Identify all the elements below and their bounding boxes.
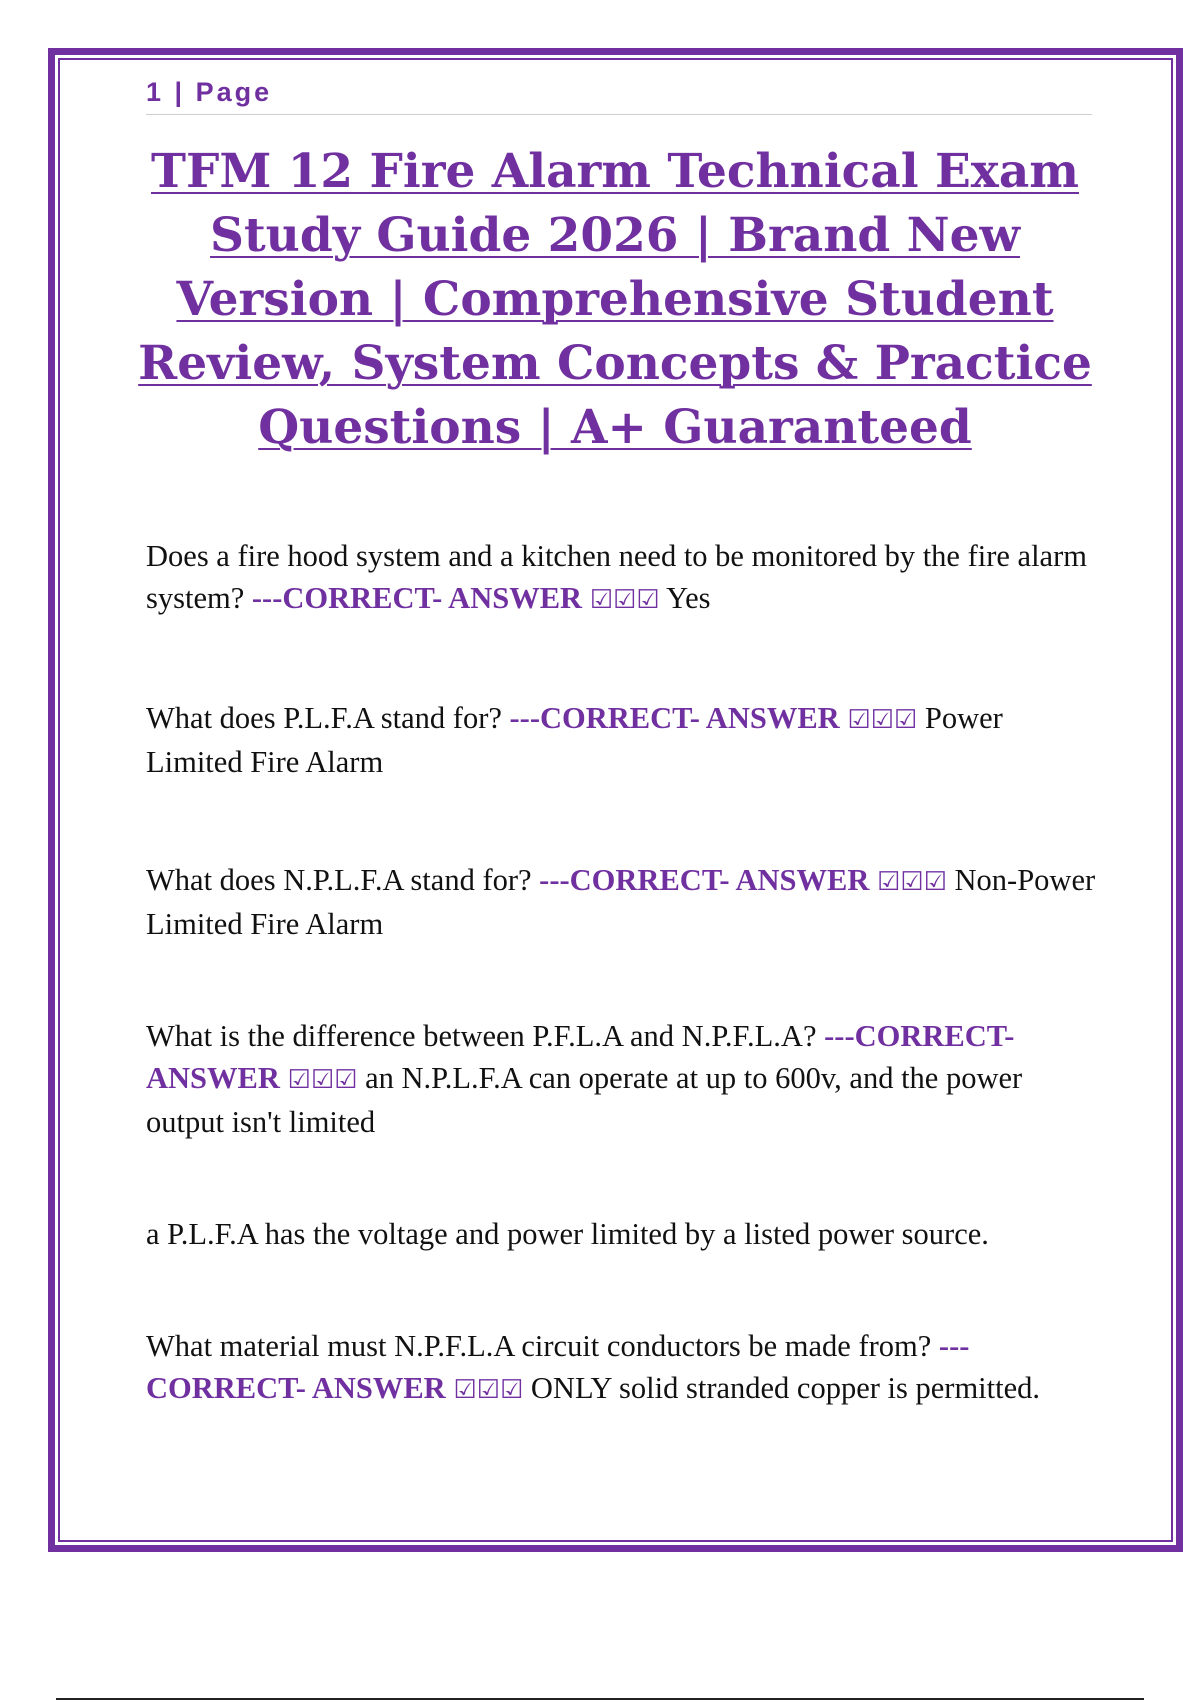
correct-answer-marker: ---CORRECT- ANSWER [509, 701, 840, 735]
checkmarks-icon: ☑☑☑ [876, 867, 947, 897]
qa-item-2 [146, 697, 1096, 783]
question-text: What material must N.P.F.L.A circuit conductors be made from? [146, 1329, 932, 1363]
answer-text: an N.P.L.F.A can operate at up to 600v, and the power output isn't limited [146, 1061, 1023, 1139]
page-header [146, 75, 1092, 115]
qa-content [146, 535, 1096, 1411]
answer-text: Power Limited Fire Alarm [146, 701, 1003, 779]
checkmarks-icon: ☑☑☑ [287, 1065, 358, 1095]
qa-item-6 [146, 1325, 1096, 1411]
qa-item-4 [146, 1015, 1096, 1143]
qa-item-3 [146, 859, 1096, 945]
page-number: 1 | Page [146, 77, 273, 107]
correct-answer-marker: ---CORRECT- ANSWER [146, 1019, 1015, 1095]
correct-answer-marker: ---CORRECT- ANSWER [539, 863, 870, 897]
question-text: What does P.L.F.A stand for? [146, 701, 502, 735]
qa-statement-5 [146, 1213, 1096, 1255]
correct-answer-marker: ---CORRECT- ANSWER [251, 581, 583, 615]
qa-item-1 [146, 535, 1096, 621]
correct-answer-marker: ---CORRECT- ANSWER [146, 1329, 970, 1405]
question-text: Does a fire hood system and a kitchen need to be monitored by the fire alarm system? [146, 539, 1087, 615]
question-text: What is the difference between P.F.L.A and N.P.F.L.A? [146, 1019, 817, 1053]
answer-text: ONLY solid stranded copper is permitted. [530, 1371, 1041, 1405]
checkmarks-icon: ☑☑☑ [847, 705, 918, 735]
answer-text: Yes [666, 581, 711, 615]
checkmarks-icon: ☑☑☑ [589, 585, 660, 615]
question-text: What does N.P.L.F.A stand for? [146, 863, 532, 897]
document-title: TFM 12 Fire Alarm Technical Exam Study Guide 2026 | Brand New Version | Comprehensive Student Review, System Concepts & Practice Questions | A+ Guaranteed [138, 144, 1092, 455]
answer-text: Non-Power Limited Fire Alarm [146, 863, 1096, 941]
statement-text: a P.L.F.A has the voltage and power limited by a listed power source. [146, 1217, 989, 1251]
checkmarks-icon: ☑☑☑ [453, 1375, 524, 1405]
